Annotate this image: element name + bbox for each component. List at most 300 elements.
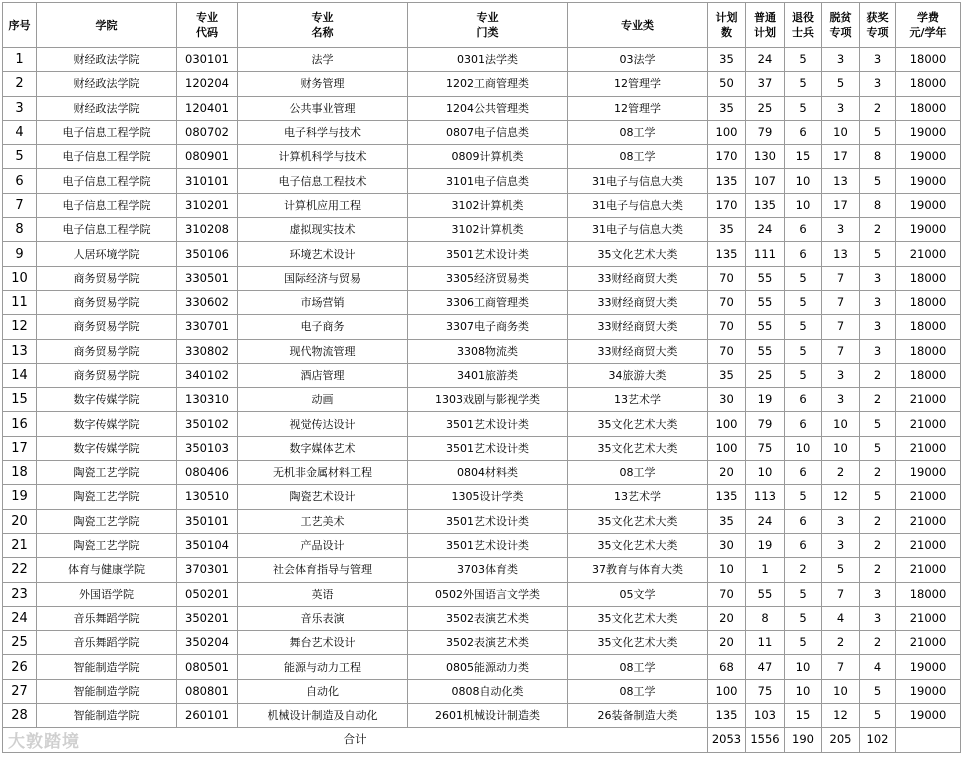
cell-veterans: 6 <box>785 218 822 242</box>
cell-major-class: 08工学 <box>568 120 708 144</box>
table-row <box>3 558 961 582</box>
cell-major-code: 350106 <box>177 242 238 266</box>
cell-poverty: 5 <box>822 72 860 96</box>
cell-poverty: 7 <box>822 655 860 679</box>
cell-veterans: 6 <box>785 120 822 144</box>
cell-award: 2 <box>860 96 896 120</box>
header-line2: 元/学年 <box>909 26 947 39</box>
cell-veterans: 5 <box>785 290 822 314</box>
cell-plan: 70 <box>708 315 746 339</box>
table-row <box>3 363 961 387</box>
cell-seq: 2 <box>3 72 37 96</box>
header-line2: 士兵 <box>792 26 814 39</box>
cell-tuition: 21000 <box>896 509 961 533</box>
cell-seq: 23 <box>3 582 37 606</box>
cell-college: 数字传媒学院 <box>37 436 177 460</box>
cell-major-name: 环境艺术设计 <box>238 242 408 266</box>
cell-general-plan: 130 <box>746 145 785 169</box>
cell-major-category: 0301法学类 <box>408 48 568 72</box>
cell-major-name: 市场营销 <box>238 290 408 314</box>
cell-award: 5 <box>860 169 896 193</box>
cell-award: 5 <box>860 412 896 436</box>
table-row <box>3 315 961 339</box>
cell-plan: 35 <box>708 48 746 72</box>
cell-veterans: 5 <box>785 485 822 509</box>
header-line2: 名称 <box>311 26 334 39</box>
cell-veterans: 15 <box>785 704 822 728</box>
header-line2: 数 <box>721 26 732 39</box>
cell-major-code: 080501 <box>177 655 238 679</box>
cell-veterans: 6 <box>785 509 822 533</box>
cell-plan: 30 <box>708 533 746 557</box>
cell-major-name: 能源与动力工程 <box>238 655 408 679</box>
total-fee <box>896 728 961 752</box>
cell-veterans: 10 <box>785 679 822 703</box>
cell-college: 体育与健康学院 <box>37 558 177 582</box>
cell-major-category: 3502表演艺术类 <box>408 631 568 655</box>
cell-plan: 50 <box>708 72 746 96</box>
cell-veterans: 5 <box>785 72 822 96</box>
cell-poverty: 3 <box>822 218 860 242</box>
table-row <box>3 96 961 120</box>
cell-major-category: 3501艺术设计类 <box>408 412 568 436</box>
cell-veterans: 5 <box>785 315 822 339</box>
table-row <box>3 339 961 363</box>
cell-seq: 25 <box>3 631 37 655</box>
cell-plan: 135 <box>708 242 746 266</box>
cell-tuition: 21000 <box>896 436 961 460</box>
table-row <box>3 533 961 557</box>
cell-major-code: 330802 <box>177 339 238 363</box>
cell-general-plan: 103 <box>746 704 785 728</box>
cell-major-code: 080801 <box>177 679 238 703</box>
cell-poverty: 3 <box>822 363 860 387</box>
cell-major-class: 13艺术学 <box>568 388 708 412</box>
cell-major-category: 3308物流类 <box>408 339 568 363</box>
table-row <box>3 461 961 485</box>
table-row <box>3 631 961 655</box>
cell-award: 3 <box>860 48 896 72</box>
cell-general-plan: 47 <box>746 655 785 679</box>
cell-poverty: 12 <box>822 485 860 509</box>
cell-major-code: 310201 <box>177 193 238 217</box>
cell-veterans: 10 <box>785 169 822 193</box>
cell-poverty: 10 <box>822 436 860 460</box>
cell-tuition: 18000 <box>896 290 961 314</box>
cell-award: 3 <box>860 582 896 606</box>
cell-plan: 100 <box>708 120 746 144</box>
cell-major-name: 公共事业管理 <box>238 96 408 120</box>
cell-plan: 35 <box>708 509 746 533</box>
cell-major-name: 酒店管理 <box>238 363 408 387</box>
cell-major-class: 33财经商贸大类 <box>568 339 708 363</box>
cell-major-code: 350103 <box>177 436 238 460</box>
cell-college: 财经政法学院 <box>37 48 177 72</box>
header-veterans <box>785 3 822 48</box>
cell-poverty: 3 <box>822 96 860 120</box>
cell-plan: 70 <box>708 266 746 290</box>
cell-major-category: 1303戏剧与影视学类 <box>408 388 568 412</box>
cell-plan: 100 <box>708 679 746 703</box>
cell-award: 8 <box>860 193 896 217</box>
header-major-class <box>568 3 708 48</box>
cell-award: 3 <box>860 72 896 96</box>
cell-major-name: 动画 <box>238 388 408 412</box>
watermark-logo: 大敦踏境 <box>8 732 80 752</box>
cell-veterans: 6 <box>785 242 822 266</box>
cell-major-name: 工艺美术 <box>238 509 408 533</box>
cell-seq: 4 <box>3 120 37 144</box>
cell-college: 人居环境学院 <box>37 242 177 266</box>
cell-general-plan: 37 <box>746 72 785 96</box>
cell-major-name: 电子科学与技术 <box>238 120 408 144</box>
cell-plan: 70 <box>708 290 746 314</box>
cell-poverty: 13 <box>822 242 860 266</box>
header-line2: 专项 <box>829 26 852 39</box>
cell-veterans: 6 <box>785 412 822 436</box>
cell-major-name: 电子商务 <box>238 315 408 339</box>
header-line1: 普通 <box>754 11 776 24</box>
header-line1: 计划 <box>715 11 738 24</box>
cell-major-class: 35文化艺术大类 <box>568 509 708 533</box>
table-row <box>3 145 961 169</box>
cell-seq: 5 <box>3 145 37 169</box>
cell-major-code: 310101 <box>177 169 238 193</box>
cell-major-name: 现代物流管理 <box>238 339 408 363</box>
cell-award: 3 <box>860 290 896 314</box>
cell-college: 音乐舞蹈学院 <box>37 631 177 655</box>
table-row <box>3 509 961 533</box>
cell-major-class: 33财经商贸大类 <box>568 266 708 290</box>
cell-college: 商务贸易学院 <box>37 363 177 387</box>
cell-seq: 1 <box>3 48 37 72</box>
cell-poverty: 13 <box>822 169 860 193</box>
cell-tuition: 18000 <box>896 582 961 606</box>
cell-major-category: 3305经济贸易类 <box>408 266 568 290</box>
cell-poverty: 7 <box>822 315 860 339</box>
cell-seq: 12 <box>3 315 37 339</box>
table-row <box>3 193 961 217</box>
cell-college: 音乐舞蹈学院 <box>37 606 177 630</box>
cell-major-category: 3502表演艺术类 <box>408 606 568 630</box>
cell-plan: 35 <box>708 363 746 387</box>
cell-poverty: 3 <box>822 48 860 72</box>
cell-college: 商务贸易学院 <box>37 315 177 339</box>
table-row <box>3 218 961 242</box>
cell-poverty: 10 <box>822 679 860 703</box>
cell-general-plan: 8 <box>746 606 785 630</box>
cell-major-code: 330501 <box>177 266 238 290</box>
header-line2: 代码 <box>196 26 218 39</box>
cell-plan: 30 <box>708 388 746 412</box>
cell-seq: 22 <box>3 558 37 582</box>
cell-veterans: 10 <box>785 655 822 679</box>
cell-poverty: 10 <box>822 120 860 144</box>
cell-college: 电子信息工程学院 <box>37 169 177 193</box>
cell-tuition: 18000 <box>896 315 961 339</box>
cell-tuition: 19000 <box>896 679 961 703</box>
cell-tuition: 21000 <box>896 412 961 436</box>
cell-major-category: 3703体育类 <box>408 558 568 582</box>
cell-major-name: 计算机科学与技术 <box>238 145 408 169</box>
cell-plan: 170 <box>708 193 746 217</box>
cell-award: 8 <box>860 145 896 169</box>
header-award <box>860 3 896 48</box>
cell-major-name: 电子信息工程技术 <box>238 169 408 193</box>
cell-major-class: 35文化艺术大类 <box>568 606 708 630</box>
cell-veterans: 5 <box>785 631 822 655</box>
cell-major-name: 计算机应用工程 <box>238 193 408 217</box>
cell-major-code: 330701 <box>177 315 238 339</box>
cell-poverty: 3 <box>822 388 860 412</box>
cell-plan: 135 <box>708 704 746 728</box>
cell-major-class: 08工学 <box>568 461 708 485</box>
cell-seq: 19 <box>3 485 37 509</box>
cell-general-plan: 75 <box>746 436 785 460</box>
cell-poverty: 3 <box>822 509 860 533</box>
cell-major-category: 0502外国语言文学类 <box>408 582 568 606</box>
cell-general-plan: 111 <box>746 242 785 266</box>
cell-tuition: 18000 <box>896 363 961 387</box>
table-row <box>3 48 961 72</box>
cell-general-plan: 19 <box>746 388 785 412</box>
cell-seq: 14 <box>3 363 37 387</box>
cell-general-plan: 24 <box>746 48 785 72</box>
cell-award: 5 <box>860 242 896 266</box>
cell-major-code: 350204 <box>177 631 238 655</box>
cell-major-code: 050201 <box>177 582 238 606</box>
cell-veterans: 10 <box>785 193 822 217</box>
cell-poverty: 10 <box>822 412 860 436</box>
cell-general-plan: 79 <box>746 412 785 436</box>
cell-award: 5 <box>860 436 896 460</box>
total-label: 合计 <box>3 728 708 752</box>
cell-major-class: 05文学 <box>568 582 708 606</box>
cell-major-class: 08工学 <box>568 145 708 169</box>
cell-tuition: 18000 <box>896 96 961 120</box>
cell-major-class: 13艺术学 <box>568 485 708 509</box>
cell-tuition: 19000 <box>896 655 961 679</box>
cell-major-category: 1305设计学类 <box>408 485 568 509</box>
cell-seq: 8 <box>3 218 37 242</box>
cell-major-class: 12管理学 <box>568 96 708 120</box>
cell-plan: 20 <box>708 631 746 655</box>
cell-general-plan: 10 <box>746 461 785 485</box>
cell-seq: 26 <box>3 655 37 679</box>
cell-general-plan: 1 <box>746 558 785 582</box>
cell-major-code: 340102 <box>177 363 238 387</box>
header-line1: 专业 <box>311 11 334 24</box>
cell-tuition: 18000 <box>896 72 961 96</box>
cell-poverty: 7 <box>822 290 860 314</box>
cell-seq: 18 <box>3 461 37 485</box>
cell-college: 电子信息工程学院 <box>37 218 177 242</box>
cell-tuition: 19000 <box>896 193 961 217</box>
cell-veterans: 5 <box>785 266 822 290</box>
header-line1: 学院 <box>95 18 118 32</box>
cell-major-class: 31电子与信息大类 <box>568 218 708 242</box>
cell-tuition: 21000 <box>896 388 961 412</box>
cell-poverty: 7 <box>822 339 860 363</box>
cell-general-plan: 55 <box>746 290 785 314</box>
cell-award: 5 <box>860 485 896 509</box>
header-major-category <box>408 3 568 48</box>
cell-award: 2 <box>860 533 896 557</box>
table-row <box>3 655 961 679</box>
total-poverty: 205 <box>822 728 860 752</box>
cell-college: 电子信息工程学院 <box>37 193 177 217</box>
cell-seq: 7 <box>3 193 37 217</box>
cell-major-class: 35文化艺术大类 <box>568 631 708 655</box>
header-line1: 专业类 <box>621 18 654 32</box>
cell-major-category: 3306工商管理类 <box>408 290 568 314</box>
cell-major-name: 虚拟现实技术 <box>238 218 408 242</box>
header-line2: 计划 <box>754 26 776 39</box>
cell-plan: 68 <box>708 655 746 679</box>
cell-plan: 35 <box>708 218 746 242</box>
cell-major-name: 无机非金属材料工程 <box>238 461 408 485</box>
cell-plan: 100 <box>708 436 746 460</box>
cell-college: 数字传媒学院 <box>37 412 177 436</box>
cell-plan: 70 <box>708 339 746 363</box>
cell-seq: 6 <box>3 169 37 193</box>
header-line1: 脱贫 <box>829 11 852 24</box>
cell-college: 陶瓷工艺学院 <box>37 533 177 557</box>
table-row <box>3 120 961 144</box>
table-row <box>3 582 961 606</box>
header-plan <box>708 3 746 48</box>
cell-award: 3 <box>860 266 896 290</box>
cell-award: 2 <box>860 558 896 582</box>
cell-award: 2 <box>860 631 896 655</box>
table-row <box>3 290 961 314</box>
header-line2: 专项 <box>866 26 889 39</box>
cell-plan: 135 <box>708 169 746 193</box>
cell-seq: 17 <box>3 436 37 460</box>
cell-general-plan: 19 <box>746 533 785 557</box>
cell-college: 智能制造学院 <box>37 679 177 703</box>
total-general: 1556 <box>746 728 785 752</box>
cell-award: 2 <box>860 388 896 412</box>
cell-major-class: 08工学 <box>568 655 708 679</box>
header-general-plan <box>746 3 785 48</box>
cell-major-category: 0807电子信息类 <box>408 120 568 144</box>
cell-major-name: 产品设计 <box>238 533 408 557</box>
cell-major-category: 3102计算机类 <box>408 193 568 217</box>
cell-tuition: 19000 <box>896 145 961 169</box>
cell-veterans: 5 <box>785 339 822 363</box>
cell-general-plan: 75 <box>746 679 785 703</box>
table-row <box>3 606 961 630</box>
cell-award: 3 <box>860 339 896 363</box>
cell-poverty: 4 <box>822 606 860 630</box>
cell-seq: 27 <box>3 679 37 703</box>
cell-major-category: 0808自动化类 <box>408 679 568 703</box>
cell-tuition: 18000 <box>896 339 961 363</box>
enrollment-plan-table <box>2 2 961 753</box>
cell-general-plan: 55 <box>746 266 785 290</box>
cell-major-class: 12管理学 <box>568 72 708 96</box>
cell-major-class: 35文化艺术大类 <box>568 412 708 436</box>
table-row <box>3 679 961 703</box>
total-veterans: 190 <box>785 728 822 752</box>
cell-plan: 20 <box>708 461 746 485</box>
cell-seq: 10 <box>3 266 37 290</box>
cell-major-class: 37教育与体育大类 <box>568 558 708 582</box>
cell-general-plan: 11 <box>746 631 785 655</box>
table-row <box>3 169 961 193</box>
cell-seq: 9 <box>3 242 37 266</box>
cell-major-class: 31电子与信息大类 <box>568 169 708 193</box>
cell-major-category: 3101电子信息类 <box>408 169 568 193</box>
cell-tuition: 21000 <box>896 606 961 630</box>
cell-seq: 13 <box>3 339 37 363</box>
cell-poverty: 3 <box>822 533 860 557</box>
cell-college: 商务贸易学院 <box>37 266 177 290</box>
cell-poverty: 2 <box>822 461 860 485</box>
header-poverty <box>822 3 860 48</box>
cell-seq: 20 <box>3 509 37 533</box>
cell-major-class: 35文化艺术大类 <box>568 533 708 557</box>
cell-plan: 100 <box>708 412 746 436</box>
cell-major-name: 法学 <box>238 48 408 72</box>
cell-major-name: 舞台艺术设计 <box>238 631 408 655</box>
cell-veterans: 6 <box>785 461 822 485</box>
cell-seq: 28 <box>3 704 37 728</box>
cell-veterans: 15 <box>785 145 822 169</box>
cell-veterans: 2 <box>785 558 822 582</box>
cell-general-plan: 55 <box>746 582 785 606</box>
cell-major-category: 3501艺术设计类 <box>408 533 568 557</box>
cell-major-category: 3501艺术设计类 <box>408 436 568 460</box>
cell-major-name: 自动化 <box>238 679 408 703</box>
cell-poverty: 12 <box>822 704 860 728</box>
cell-major-class: 33财经商贸大类 <box>568 315 708 339</box>
cell-major-category: 3501艺术设计类 <box>408 509 568 533</box>
cell-major-category: 3307电子商务类 <box>408 315 568 339</box>
cell-tuition: 19000 <box>896 704 961 728</box>
cell-major-class: 03法学 <box>568 48 708 72</box>
cell-college: 商务贸易学院 <box>37 290 177 314</box>
cell-major-category: 3401旅游类 <box>408 363 568 387</box>
cell-award: 5 <box>860 704 896 728</box>
header-tuition <box>896 3 961 48</box>
cell-seq: 3 <box>3 96 37 120</box>
cell-tuition: 21000 <box>896 533 961 557</box>
cell-major-name: 国际经济与贸易 <box>238 266 408 290</box>
header-line1: 获奖 <box>866 11 889 24</box>
cell-general-plan: 107 <box>746 169 785 193</box>
cell-seq: 15 <box>3 388 37 412</box>
cell-major-category: 2601机械设计制造类 <box>408 704 568 728</box>
cell-major-code: 370301 <box>177 558 238 582</box>
cell-poverty: 5 <box>822 558 860 582</box>
cell-tuition: 19000 <box>896 120 961 144</box>
cell-major-code: 080406 <box>177 461 238 485</box>
cell-tuition: 19000 <box>896 218 961 242</box>
cell-seq: 11 <box>3 290 37 314</box>
cell-general-plan: 135 <box>746 193 785 217</box>
header-major-name <box>238 3 408 48</box>
cell-major-code: 120401 <box>177 96 238 120</box>
cell-major-class: 35文化艺术大类 <box>568 242 708 266</box>
header-line1: 退役 <box>792 11 814 24</box>
cell-award: 2 <box>860 218 896 242</box>
cell-major-name: 机械设计制造及自动化 <box>238 704 408 728</box>
cell-major-code: 350102 <box>177 412 238 436</box>
cell-veterans: 10 <box>785 436 822 460</box>
cell-veterans: 6 <box>785 388 822 412</box>
